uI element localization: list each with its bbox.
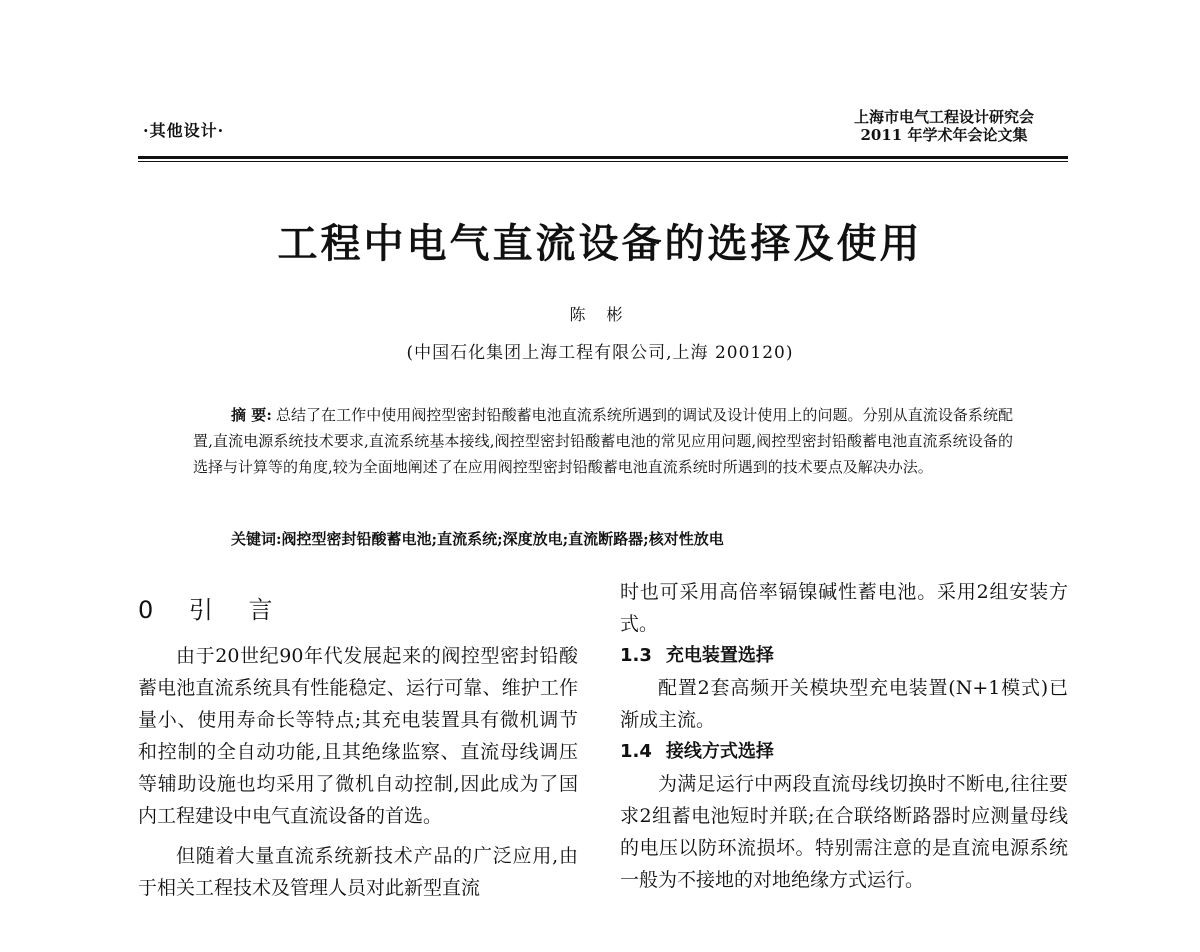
keywords <box>231 528 1021 549</box>
subsection-number: 1.3 <box>620 645 652 666</box>
subsection-heading <box>620 640 1068 672</box>
right-column <box>620 576 1068 896</box>
body-paragraph: 为满足运行中两段直流母线切换时不断电,往往要求2组蓄电池短时并联;在合联络断路器时应测量母线的电压以防环流损坏。特别需注意的是直流电源系统一般为不接地的对地绝缘方式运行。 <box>620 773 1068 891</box>
journal-name: 上海市电气工程设计研究会 <box>853 108 1034 126</box>
abstract <box>193 402 1013 480</box>
body-paragraph: 但随着大量直流系统新技术产品的广泛应用,由于相关工程技术及管理人员对此新型直流 <box>138 845 578 899</box>
body-paragraph: 配置2套高频开关模块型充电装置(N+1模式)已渐成主流。 <box>620 677 1068 731</box>
paper-title: 工程中电气直流设备的选择及使用 <box>277 221 923 267</box>
affiliation: (中国石化集团上海工程有限公司,上海 200120) <box>406 343 794 363</box>
journal-volume: 2011 年学术年会论文集 <box>860 126 1028 144</box>
abstract-label: 摘 要: <box>231 406 272 424</box>
body-paragraph: 时也可采用高倍率镉镍碱性蓄电池。采用2组安装方式。 <box>620 581 1068 635</box>
journal-info <box>820 108 1068 144</box>
subsection-heading <box>620 736 1068 768</box>
left-column <box>138 640 578 904</box>
subsection-title: 充电装置选择 <box>665 645 774 666</box>
subsection-number: 1.4 <box>620 741 652 762</box>
subsection-title: 接线方式选择 <box>665 741 774 762</box>
keywords-text: 阀控型密封铅酸蓄电池;直流系统;深度放电;直流断路器;核对性放电 <box>281 530 724 548</box>
author: 陈 彬 <box>569 305 631 324</box>
abstract-text: 总结了在工作中使用阀控型密封铅酸蓄电池直流系统所遇到的调试及设计使用上的问题。分别从直流设备系统配置,直流电源系统技术要求,直流系统基本接线,阀控型密封铅酸蓄电池的常见应用问题,阀控型密封铅酸蓄电池直流系统设备的选择与计算等的角度,较为全面地阐述了在应用阀控型密封铅酸蓄电池直流系统时所遇到的技术要点及解决办法。 <box>193 406 1013 476</box>
header-rule-thin <box>138 161 1068 162</box>
header-rule <box>138 156 1068 159</box>
section-tag: ·其他设计· <box>143 121 225 140</box>
keywords-label: 关键词: <box>231 530 282 548</box>
section-heading-intro: 0 引 言 <box>138 596 287 624</box>
body-paragraph: 由于20世纪90年代发展起来的阀控型密封铅酸蓄电池直流系统具有性能稳定、运行可靠、维护工作量小、使用寿命长等特点;其充电装置具有微机调节和控制的全自动功能,且其绝缘监察、直流母线调压等辅助设施也均采用了微机自动控制,因此成为了国内工程建设中电气直流设备的首选。 <box>138 645 578 827</box>
